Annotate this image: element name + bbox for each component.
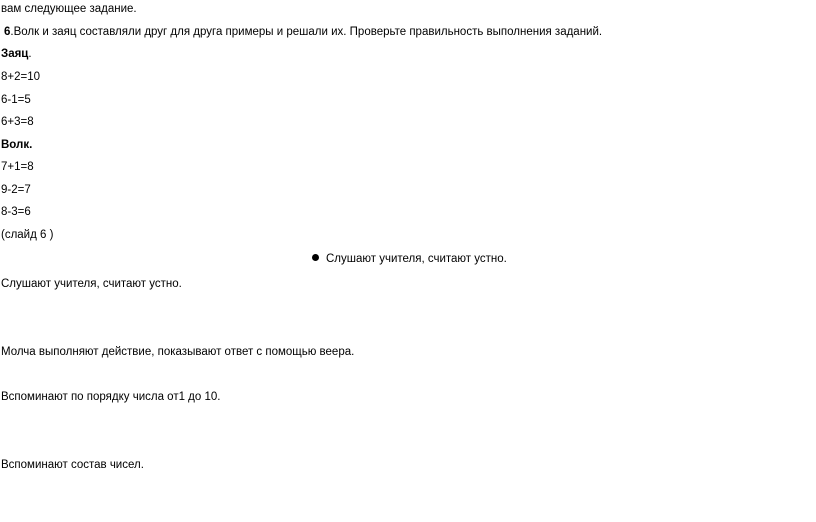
task-number: 6 [4,26,11,38]
slide-note: (слайд 6 ) [1,229,54,241]
bullet-item [312,252,507,266]
activity-line: Слушают учителя, считают устно. [1,278,182,290]
activity-line: Молча выполняют действие, показывают ответ с помощью веера. [1,346,355,358]
wolf-example: 8-3=6 [1,206,31,218]
task-line [4,25,602,39]
wolf-example: 9-2=7 [1,184,31,196]
wolf-example: 7+1=8 [1,161,34,173]
wolf-heading: Волк. [1,139,33,151]
bullet-icon [312,254,319,261]
task-text: .Волк и заяц составляли друг для друга примеры и решали их. Проверьте правильность выполнения заданий. [10,26,603,38]
activity-line: Вспоминают состав чисел. [1,459,144,471]
activity-line: Вспоминают по порядку числа от1 до 10. [1,391,221,403]
hare-example: 6+3=8 [1,116,34,128]
intro-line: вам следующее задание. [1,3,137,15]
hare-example: 6-1=5 [1,94,31,106]
hare-heading [1,47,32,61]
hare-heading-label: Заяц [1,48,29,60]
bullet-text: Слушают учителя, считают устно. [326,253,507,265]
hare-heading-suffix: . [28,48,32,60]
hare-example: 8+2=10 [1,71,41,83]
